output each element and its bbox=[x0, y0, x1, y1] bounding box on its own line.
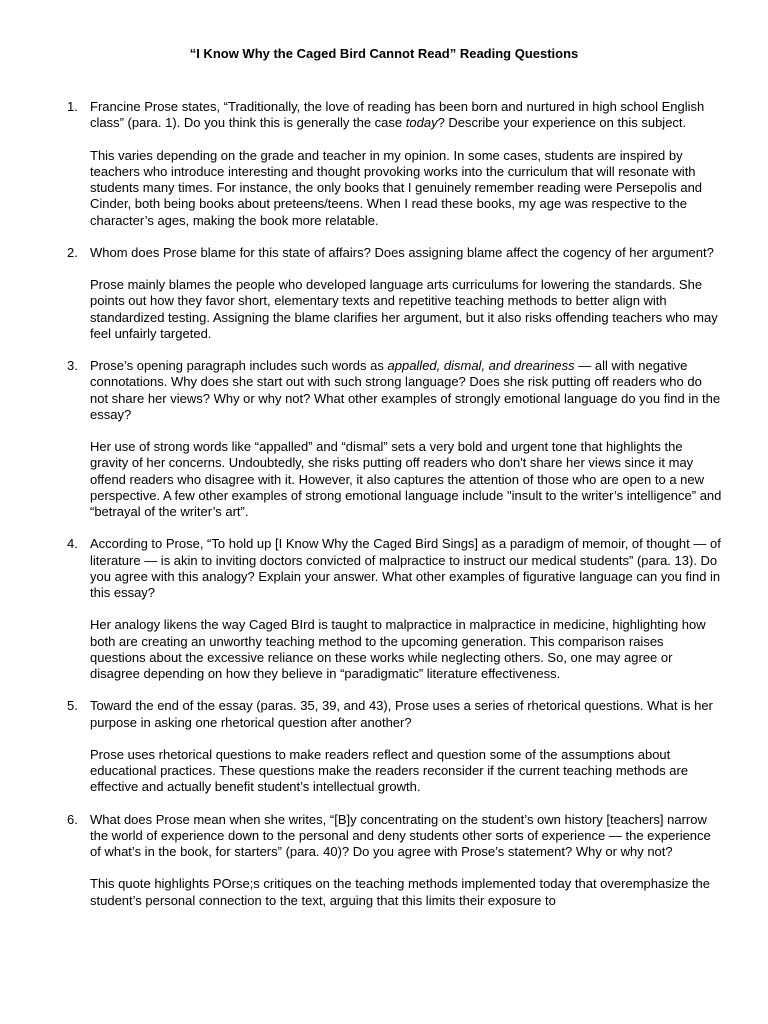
question-number: 2. bbox=[67, 244, 78, 260]
question-emphasis: appalled, dismal, and dreariness bbox=[387, 358, 575, 373]
answer-text: Her use of strong words like “appalled” and “dismal” sets a very bold and urgent tone that highlights the gravity of her concerns. Undoubtedly, she risks putting off readers who don't share her views since it may offend readers who disagree with it. However, it also captures the attention of those who are open to a new perspective. A few other examples of strong emotional language include "insult to the writer’s intelligence” and “betrayal of the writer’s art”. bbox=[90, 439, 722, 519]
document-title: “I Know Why the Caged Bird Cannot Read” Reading Questions bbox=[189, 46, 579, 61]
answer-text: This varies depending on the grade and teacher in my opinion. In some cases, students are inspired by teachers who introduce interesting and thought provoking works into the curriculum that will resonate with students many times. For instance, the only books that I genuinely remember reading were Persepolis and Cinder, both being books about preteens/teens. When I read these books, my age was respective to the character’s ages, making the book more relatable. bbox=[90, 147, 703, 228]
answer-text: Prose mainly blames the people who developed language arts curriculums for lowering the standards. She points out how they favor short, elementary texts and repetitive teaching methods to better align with standardized testing. Assigning the blame clarifies her argument, but it also risks offending teachers who may feel unfairly targeted. bbox=[90, 277, 718, 341]
question-number: 4. bbox=[67, 536, 78, 552]
question-text bbox=[90, 99, 722, 132]
question-number: 5. bbox=[67, 698, 78, 714]
question-text-start: Francine Prose states, “Traditionally, the love of reading has been born and nurtured in high school English class” (para. 1). Do you think this is generally the case bbox=[90, 99, 705, 131]
question-text: According to Prose, “To hold up [I Know Why the Caged Bird Sings] as a paradigm of memoir, of thought — of literature — is akin to inviting doctors convicted of malpractice to instruct our medical students” (para. 13). Do you agree with this analogy? Explain your answer. What other examples of figurative language can you find in this essay? bbox=[90, 536, 721, 600]
question-text-start: Prose’s opening paragraph includes such words as bbox=[90, 358, 388, 373]
question-item-6 bbox=[0, 812, 722, 909]
question-text: Toward the end of the essay (paras. 35, 39, and 43), Prose uses a series of rhetorical questions. What is her purpose in asking one rhetorical question after another? bbox=[90, 698, 713, 730]
question-number: 3. bbox=[67, 358, 78, 373]
question-text bbox=[90, 358, 722, 423]
question-list bbox=[0, 99, 768, 925]
answer-text: This quote highlights POrse;s critiques on the teaching methods implemented today that overemphasize the student’s personal connection to the text, arguing that this limits their exposure to bbox=[90, 876, 711, 908]
answer-text: Prose uses rhetorical questions to make readers reflect and question some of the assumptions about educational practices. These questions make the readers reconsider if the current teaching methods are effective and actually benefit student’s intellectual growth. bbox=[90, 746, 689, 795]
question-emphasis: today bbox=[405, 115, 438, 131]
question-number: 6. bbox=[67, 811, 78, 827]
question-text-end: ? Describe your experience on this subject. bbox=[437, 115, 687, 131]
question-item-4 bbox=[0, 536, 722, 682]
question-item-1 bbox=[0, 99, 722, 229]
answer-text: Her analogy likens the way Caged BIrd is taught to malpractice in malpractice in medicine, highlighting how both are creating an unworthy teaching method to the upcoming generation. This comparison raises questions about the excessive reliance on these works while neglecting others. So, one may agree or disagree depending on how they believe in “paradigmatic” literature effectiveness. bbox=[90, 617, 706, 681]
question-text: Whom does Prose blame for this state of affairs? Does assigning blame affect the cogency of her argument? bbox=[90, 244, 714, 260]
question-text-end: — all with negative connotations. Why does she start out with such strong language? Does she risk putting off readers who do not share her views? Why or why not? What other examples of strongly emotional language do you find in the essay? bbox=[90, 358, 721, 422]
question-item-5 bbox=[0, 698, 722, 795]
question-item-2 bbox=[0, 245, 722, 342]
question-number: 1. bbox=[67, 99, 78, 114]
question-item-3 bbox=[0, 358, 722, 520]
question-text: What does Prose mean when she writes, “[B]y concentrating on the student’s own history [teachers] narrow the world of experience down to the personal and deny students other sorts of experience — the experience of what’s in the book, for starters” (para. 40)? Do you agree with Prose’s statement? Why or why not? bbox=[90, 811, 711, 859]
